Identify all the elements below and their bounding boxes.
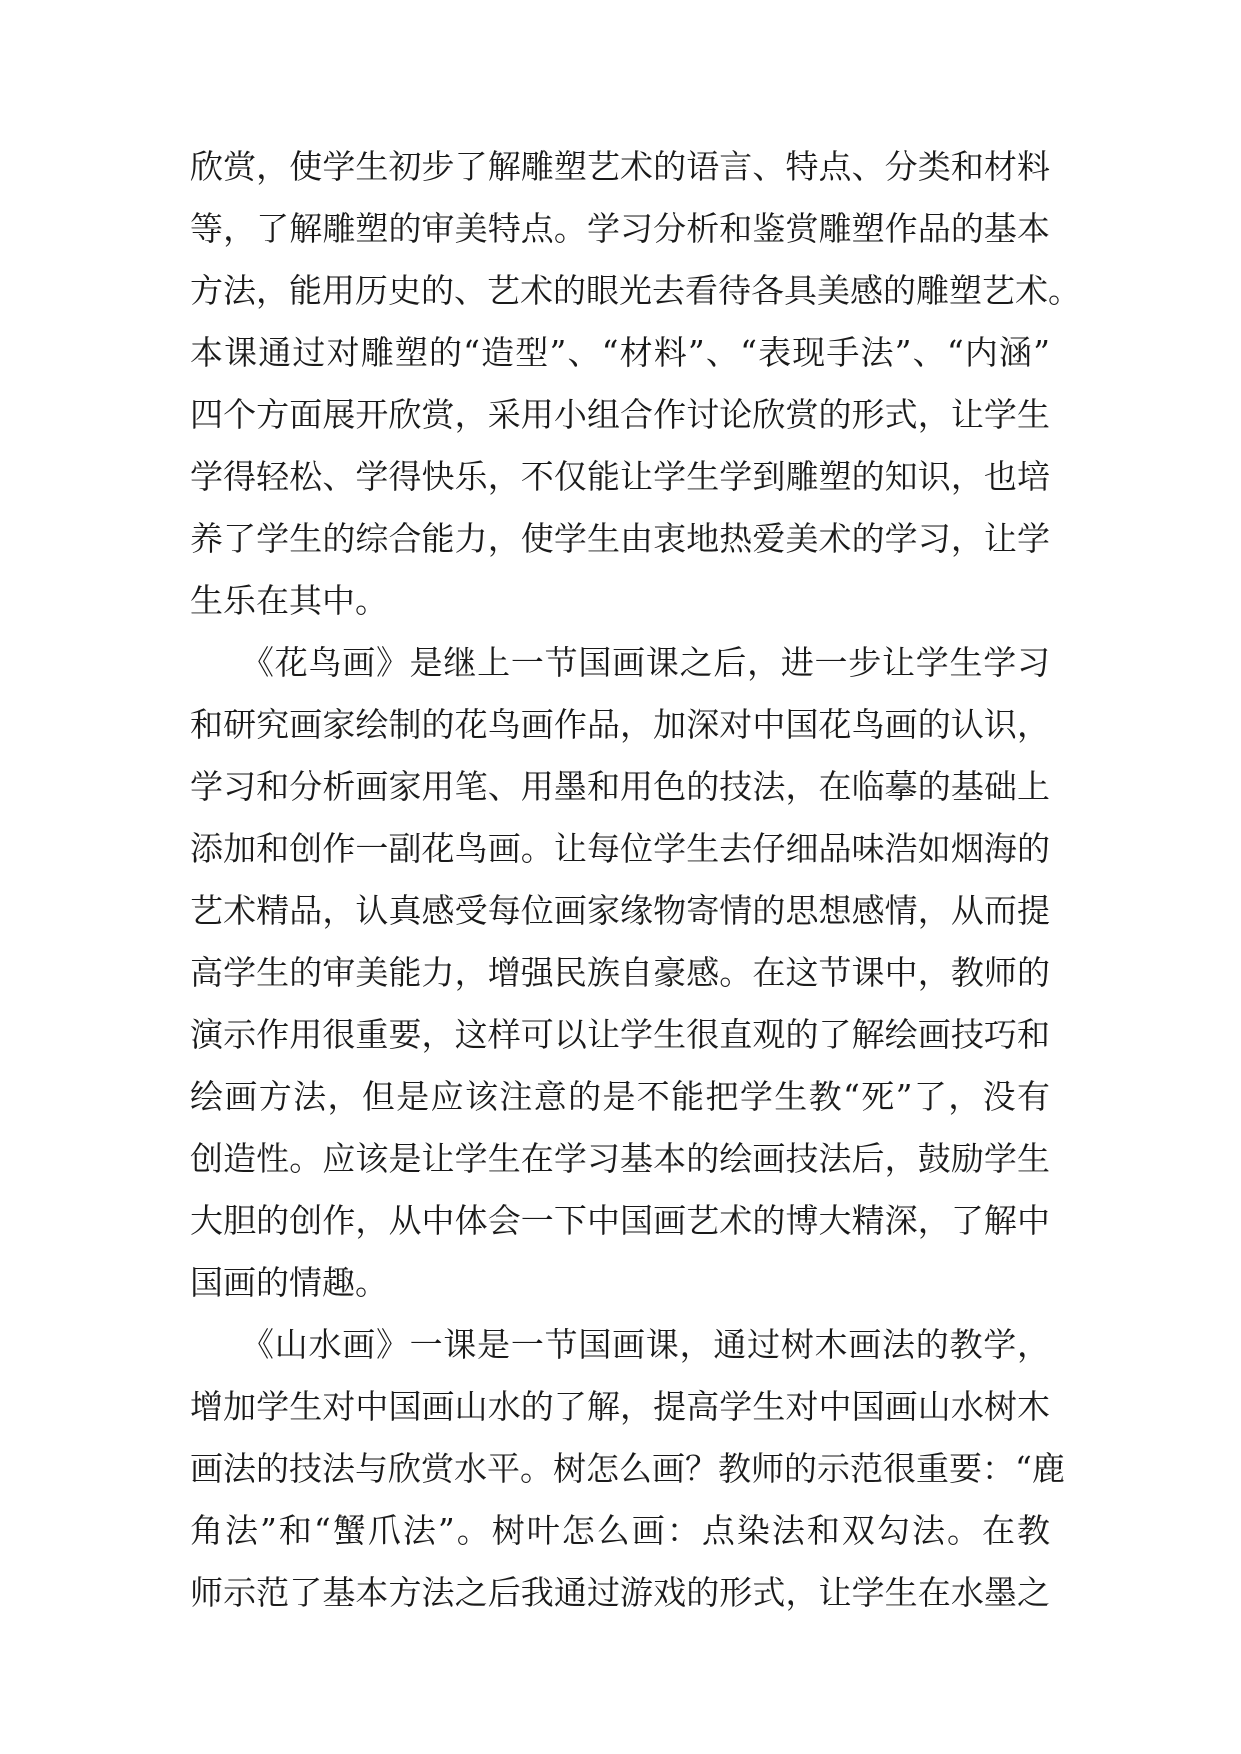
text-line: 方法，能用历史的、艺术的眼光去看待各具美感的雕塑艺术。: [190, 271, 1081, 310]
text-line: 画法的技法与欣赏水平。树怎么画？教师的示范很重要：“鹿: [190, 1449, 1065, 1488]
text-line: 学得轻松、学得快乐，不仅能让学生学到雕塑的知识，也培: [190, 457, 1050, 496]
text-line: 四个方面展开欣赏，采用小组合作讨论欣赏的形式，让学生: [190, 395, 1050, 434]
text-line: 生乐在其中。: [190, 581, 388, 620]
text-line: 添加和创作一副花鸟画。让每位学生去仔细品味浩如烟海的: [190, 829, 1050, 868]
text-line: 角法”和“蟹爪法”。树叶怎么画：点染法和双勾法。在教: [190, 1511, 1050, 1550]
text-line: 国画的情趣。: [190, 1263, 388, 1302]
text-line: 大胆的创作，从中体会一下中国画艺术的博大精深，了解中: [190, 1201, 1050, 1240]
text-line: 学习和分析画家用笔、用墨和用色的技法，在临摹的基础上: [190, 767, 1050, 806]
text-line: 和研究画家绘制的花鸟画作品，加深对中国花鸟画的认识，: [190, 705, 1050, 744]
text-line: 高学生的审美能力，增强民族自豪感。在这节课中，教师的: [190, 953, 1050, 992]
text-line: 等，了解雕塑的审美特点。学习分析和鉴赏雕塑作品的基本: [190, 209, 1050, 248]
text-line: 绘画方法，但是应该注意的是不能把学生教“死”了，没有: [190, 1077, 1050, 1116]
text-line: 师示范了基本方法之后我通过游戏的形式，让学生在水墨之: [190, 1573, 1050, 1612]
text-line: 增加学生对中国画山水的了解，提高学生对中国画山水树木: [190, 1387, 1050, 1426]
text-line: 演示作用很重要，这样可以让学生很直观的了解绘画技巧和: [190, 1015, 1050, 1054]
text-line: 养了学生的综合能力，使学生由衷地热爱美术的学习，让学: [190, 519, 1050, 558]
text-line: 创造性。应该是让学生在学习基本的绘画技法后，鼓励学生: [190, 1139, 1050, 1178]
text-line: 《花鸟画》是继上一节国画课之后，进一步让学生学习: [190, 643, 1050, 682]
text-line: 《山水画》一课是一节国画课，通过树木画法的教学，: [190, 1325, 1050, 1364]
text-line: 艺术精品，认真感受每位画家缘物寄情的思想感情，从而提: [190, 891, 1050, 930]
text-line: 欣赏，使学生初步了解雕塑艺术的语言、特点、分类和材料: [190, 147, 1050, 186]
text-line: 本课通过对雕塑的“造型”、“材料”、“表现手法”、“内涵”: [190, 333, 1050, 372]
